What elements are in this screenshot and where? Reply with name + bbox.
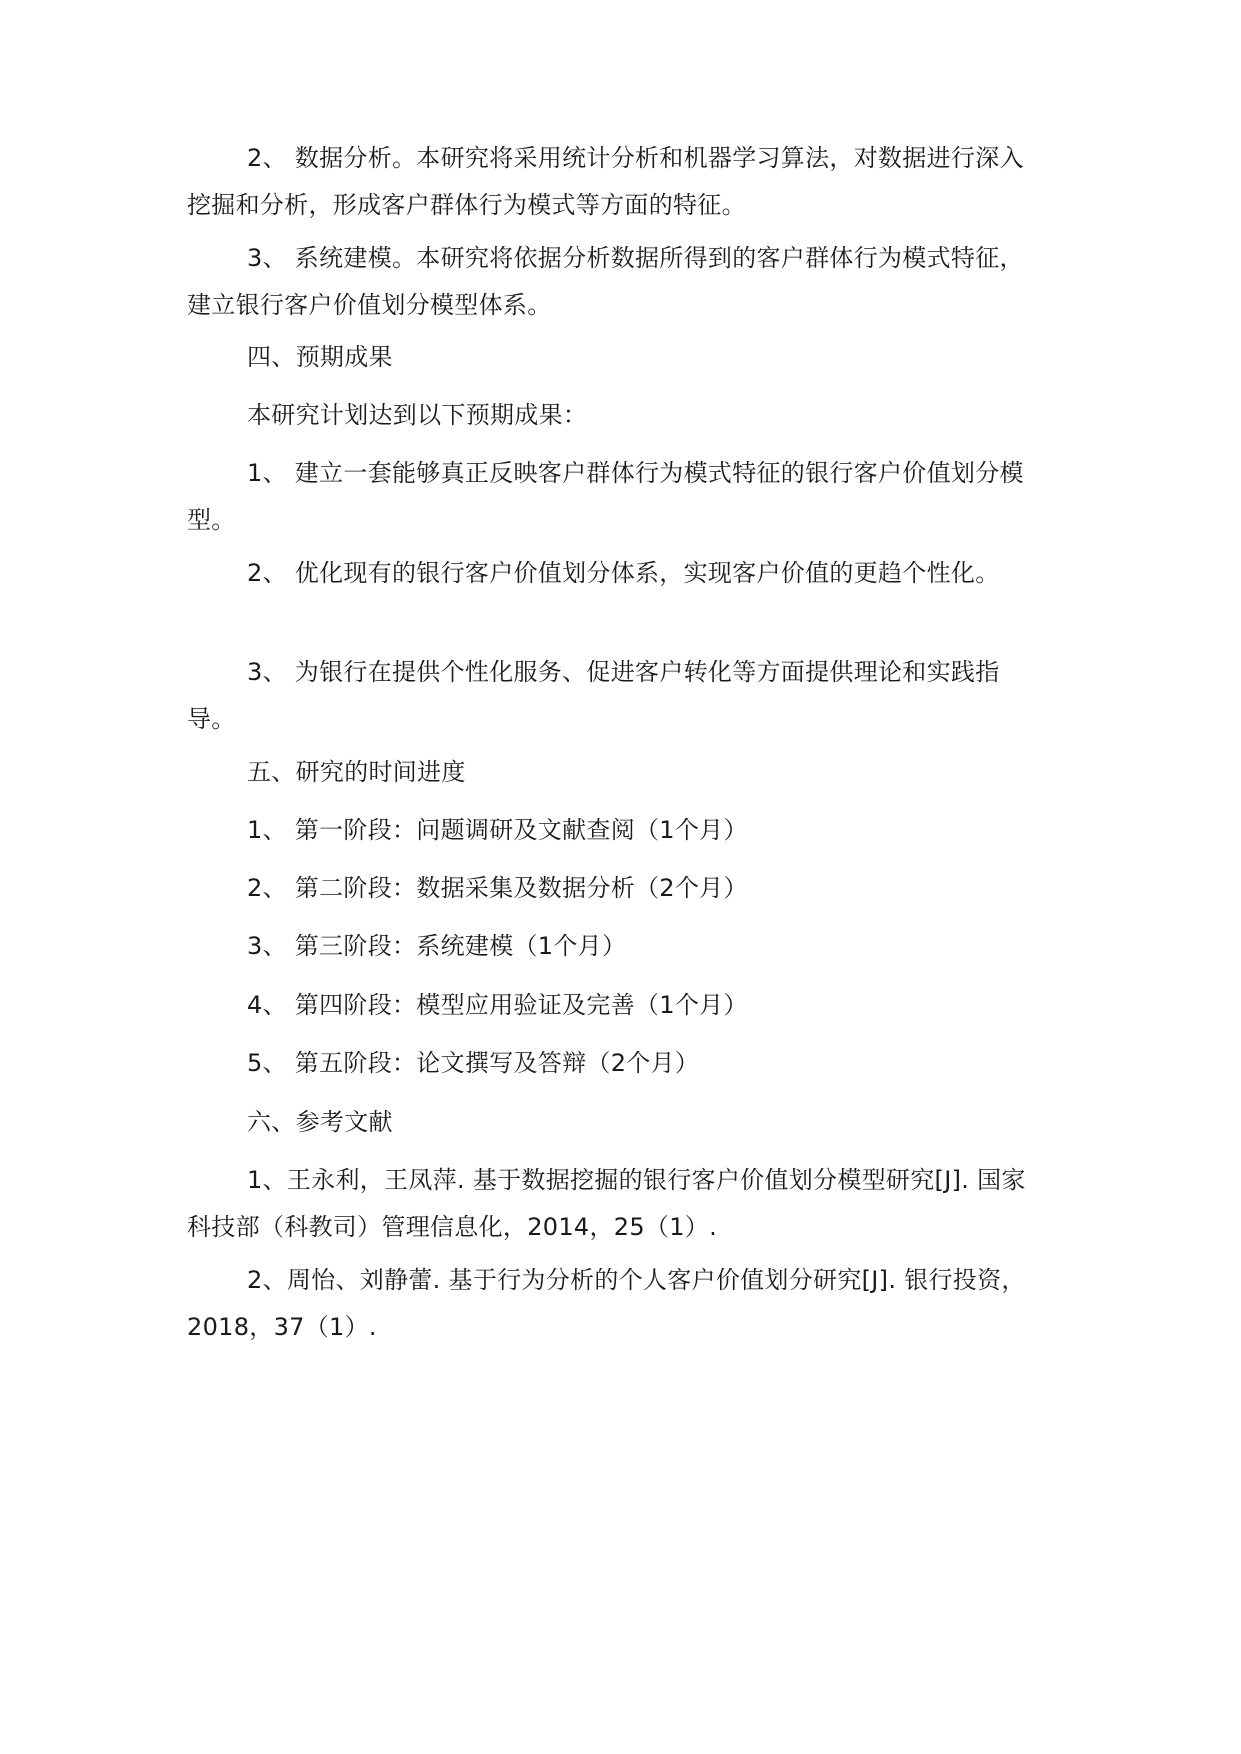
timeline-stage-5: 5、 第五阶段：论文撰写及答辩（2个月） (247, 1049, 700, 1077)
paragraph-data-analysis: 2、 数据分析。本研究将采用统计分析和机器学习算法，对数据进行深入挖掘和分析，形成客户群体行为模式等方面的特征。 (187, 144, 1024, 219)
paragraph-result-2: 2、 优化现有的银行客户价值划分体系，实现客户价值的更趋个性化。 (247, 559, 1000, 587)
reference-1: 1、王永利，王凤萍. 基于数据挖掘的银行客户价值划分模型研究[J]. 国家科技部（科教司）管理信息化，2014，25（1）. (187, 1166, 1026, 1241)
paragraph-system-modeling: 3、 系统建模。本研究将依据分析数据所得到的客户群体行为模式特征，建立银行客户价值划分模型体系。 (187, 244, 1024, 319)
paragraph-result-3: 3、 为银行在提供个性化服务、促进客户转化等方面提供理论和实践指导。 (187, 658, 1000, 733)
section-heading-expected-results: 四、预期成果 (247, 343, 393, 371)
timeline-stage-1: 1、 第一阶段：问题调研及文献查阅（1个月） (247, 816, 748, 844)
paragraph-result-1: 1、 建立一套能够真正反映客户群体行为模式特征的银行客户价值划分模型。 (187, 459, 1024, 534)
timeline-stage-3: 3、 第三阶段：系统建模（1个月） (247, 932, 627, 960)
reference-2: 2、周怡、刘静蕾. 基于行为分析的个人客户价值划分研究[J]. 银行投资，2018，37（1）. (187, 1266, 1026, 1341)
paragraph-expected-intro: 本研究计划达到以下预期成果： (247, 401, 588, 429)
section-heading-timeline: 五、研究的时间进度 (247, 758, 466, 786)
timeline-stage-2: 2、 第二阶段：数据采集及数据分析（2个月） (247, 874, 748, 902)
section-heading-references: 六、参考文献 (247, 1108, 393, 1136)
timeline-stage-4: 4、 第四阶段：模型应用验证及完善（1个月） (247, 991, 748, 1019)
